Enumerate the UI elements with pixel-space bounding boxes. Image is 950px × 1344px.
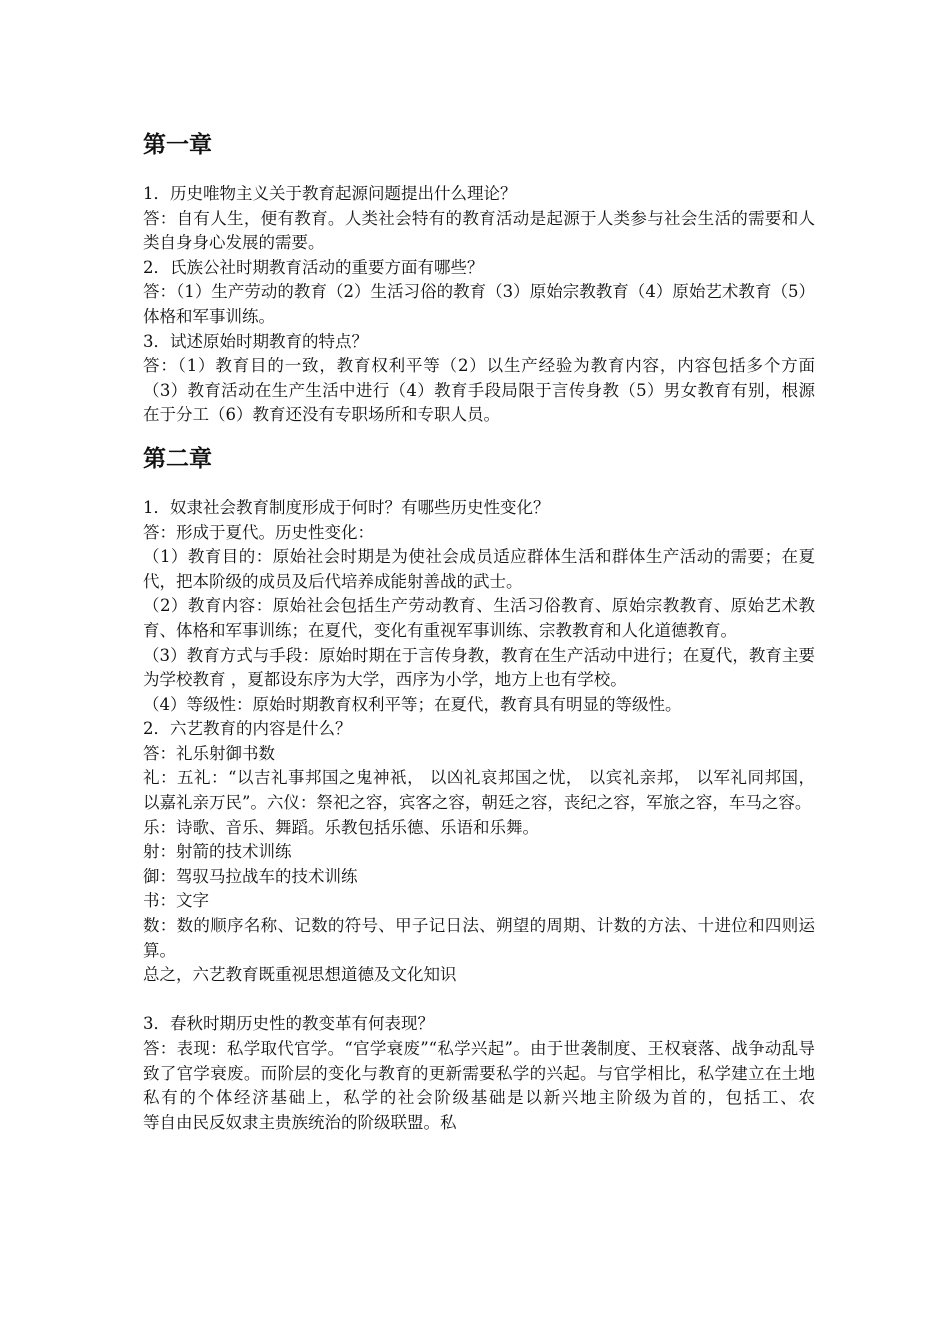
chapter-1-answer-1: 答：自有人生，便有教育。人类社会特有的教育活动是起源于人类参与社会生活的需要和人类自身身心发展的需要。 [143, 208, 815, 253]
chapter-2-question-1: 1．奴隶社会教育制度形成于何时？有哪些历史性变化？ [143, 497, 550, 517]
chapter-2-answer-2-she: 射：射箭的技术训练 [143, 842, 292, 862]
chapter-2-answer-2-yue: 乐：诗歌、音乐、舞蹈。乐教包括乐德、乐语和乐舞。 [143, 817, 539, 837]
chapter-2-title: 第二章 [143, 445, 212, 472]
chapter-2-answer-1-point-1: （1）教育目的：原始社会时期是为使社会成员适应群体生活和群体生产活动的需要；在夏代，把本阶级的成员及后代培养成能射善战的武士。 [143, 547, 815, 591]
chapter-2-answer-3: 答：表现：私学取代官学。“官学衰废”“私学兴起”。由于世袭制度、王权衰落、战争动乱导致了官学衰废。而阶层的变化与教育的更新需要私学的兴起。与官学相比，私学建立在土地私有的个体经济基础上，私学的社会阶级基础是以新兴地主阶级为首的，包括工、农 等自由民反奴隶主贵族统治的阶级联盟。私 [143, 1039, 870, 1132]
chapter-2-answer-1-point-4: （4）等级性：原始时期教育权利平等；在夏代，教育具有明显的等级性。 [143, 694, 682, 714]
blank-line [143, 988, 815, 1013]
chapter-2-answer-2-summary: 总之，六艺教育既重视思想道德及文化知识 [143, 965, 457, 985]
chapter-2-question-2: 2．六艺教育的内容是什么？ [143, 719, 352, 739]
chapter-1-question-3: 3．试述原始时期教育的特点？ [143, 331, 368, 351]
chapter-2-answer-2-shushu: 数：数的顺序名称、记数的符号、甲子记日法、朔望的周期、计数的方法、十进位和四则运算。 [143, 916, 815, 960]
chapter-1-question-1: 1．历史唯物主义关于教育起源问题提出什么理论？ [143, 184, 517, 203]
chapter-1-answer-3: 答：（1）教育目的一致，教育权利平等（2）以生产经验为教育内容，内容包括多个方面（3）教育活动在生产生活中进行（4）教育手段局限于言传身教（5）男女教育有别，根源在于分工（6）教育还没有专职场所和专职人员。 [143, 356, 815, 425]
chapter-1-question-2: 2．氏族公社时期教育活动的重要方面有哪些？ [143, 257, 484, 277]
chapter-1-title: 第一章 [143, 132, 212, 158]
chapter-2-answer-2-shu: 书：文字 [143, 891, 209, 911]
chapter-2-answer-2-intro: 答：礼乐射御书数 [143, 743, 275, 763]
document-page [143, 118, 870, 1135]
chapter-2-answer-2-yu: 御：驾驭马拉战车的技术训练 [143, 866, 358, 886]
chapter-1-answer-2: 答：（1）生产劳动的教育（2）生活习俗的教育（3）原始宗教教育（4）原始艺术教育（5）体格和军事训练。 [143, 282, 815, 326]
chapter-2-answer-1-point-3: （3）教育方式与手段：原始时期在于言传身教，教育在生产活动中进行；在夏代，教育主要为学校教育 ，夏都设东序为大学，西序为小学，地方上也有学校。 [143, 645, 815, 690]
chapter-2-answer-1-point-2: （2）教育内容：原始社会包括生产劳动教育、生活习俗教育、原始宗教教育、原始艺术教育、体格和军事训练；在夏代，变化有重视军事训练、宗教教育和人化道德教育。 [143, 596, 815, 640]
chapter-2-question-3: 3．春秋时期历史性的教变革有何表现？ [143, 1014, 434, 1034]
chapter-2-answer-2-li: 礼：五礼：“以吉礼事邦国之鬼神祇， 以凶礼哀邦国之忧， 以宾礼亲邦， 以军礼同邦国， 以嘉礼亲万民”。六仪：祭祀之容，宾客之容，朝廷之容，丧纪之容，军旅之容，车马之容。 [143, 768, 821, 813]
chapter-2-answer-1-intro: 答：形成于夏代。历史性变化： [143, 522, 374, 542]
